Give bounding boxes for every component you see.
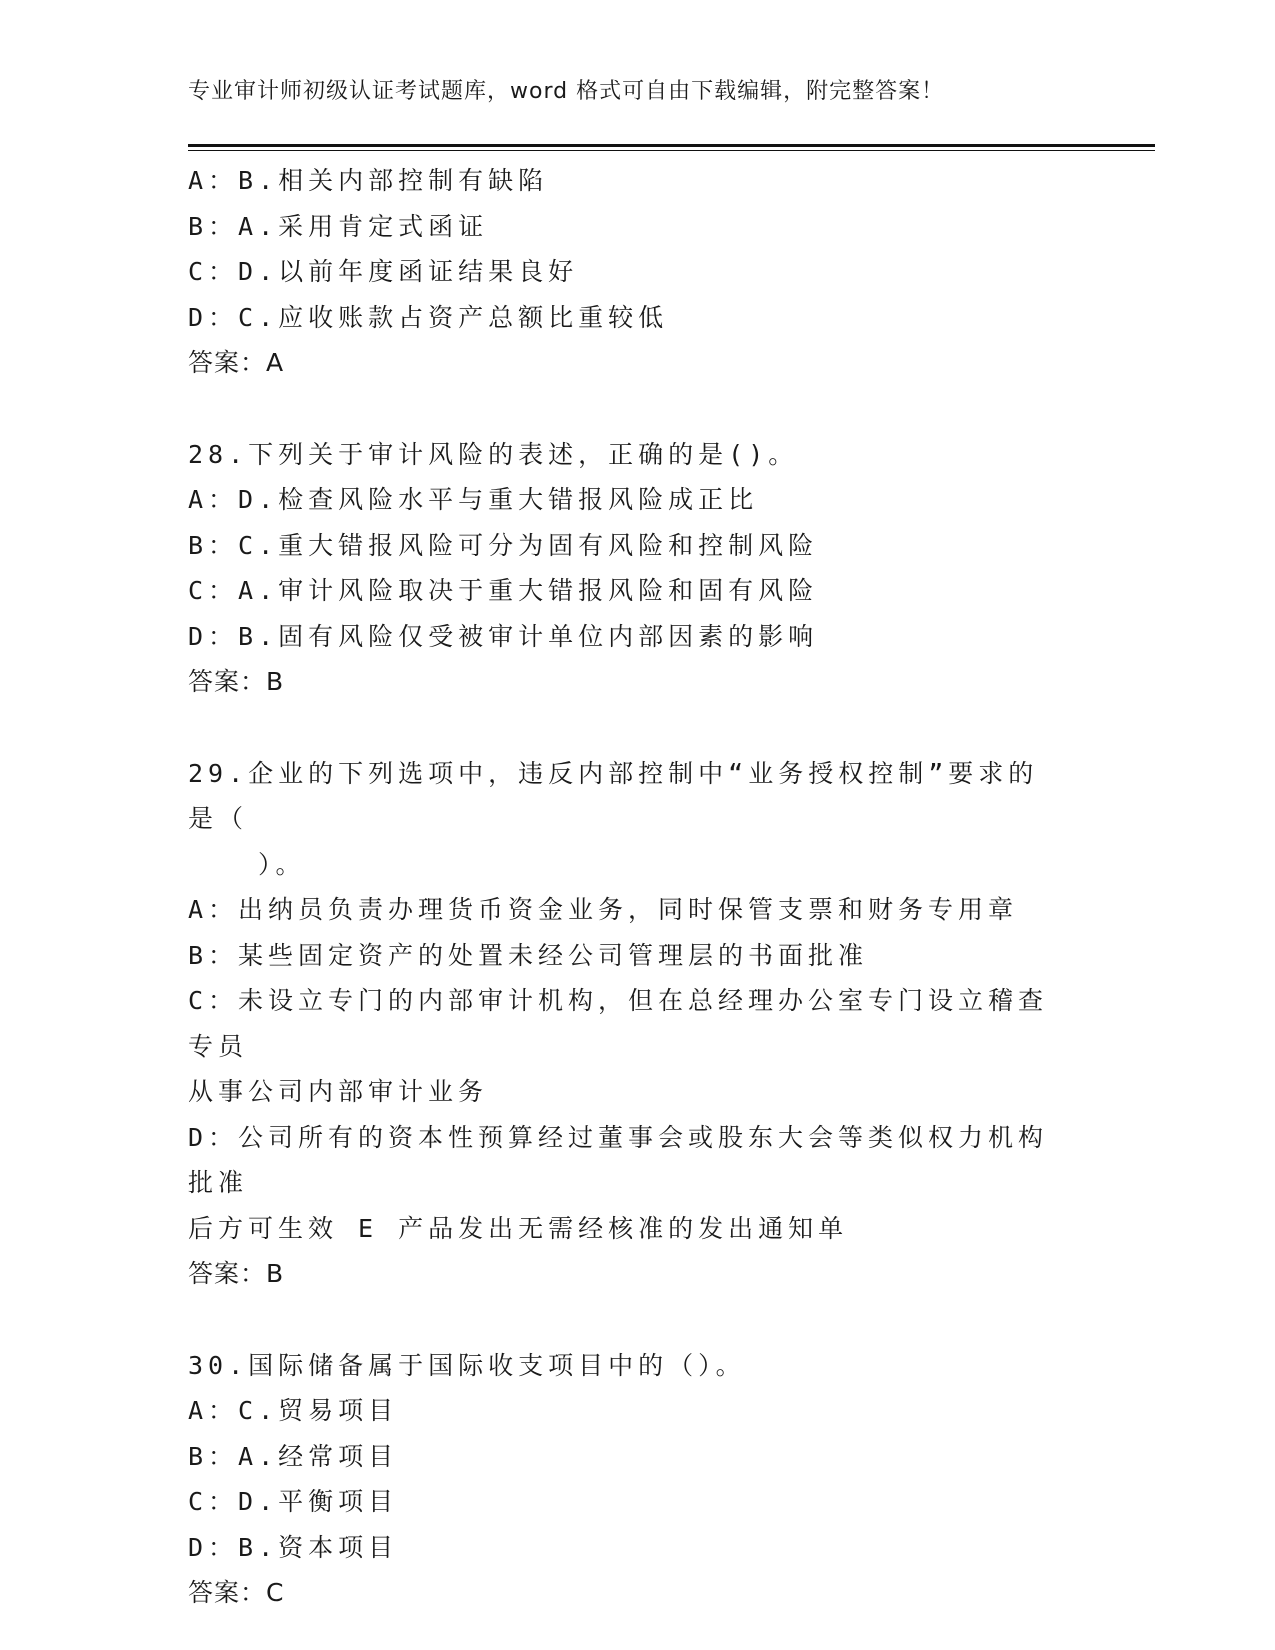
- spacer: [188, 386, 1068, 432]
- question-content: [188, 158, 1068, 1616]
- option-a: A：D.检查风险水平与重大错报风险成正比: [188, 485, 759, 514]
- option-d: D：B.固有风险仅受被审计单位内部因素的影响: [188, 621, 819, 651]
- question-text: 28.下列关于审计风险的表述，正确的是()。: [188, 439, 799, 469]
- option-c: C：未设立专门的内部审计机构，但在总经理办公室专门设立稽查专员: [188, 986, 1049, 1061]
- option-d-continued: 后方可生效 E 产品发出无需经核准的发出通知单: [188, 1213, 849, 1243]
- answer: 答案：A: [188, 348, 285, 377]
- header-rule-thick: [188, 144, 1155, 147]
- option-a: A：B.相关内部控制有缺陷: [188, 166, 549, 195]
- question-27: [188, 158, 1068, 386]
- option-a: A：出纳员负责办理货币资金业务，同时保管支票和财务专用章: [188, 895, 1019, 924]
- option-c-continued: 从事公司内部审计业务: [188, 1077, 489, 1106]
- page-header: 专业审计师初级认证考试题库，word 格式可自由下载编辑，附完整答案！: [188, 79, 945, 104]
- option-a: A：C.贸易项目: [188, 1396, 399, 1425]
- answer: 答案：B: [188, 667, 285, 696]
- question-text: 30.国际储备属于国际收支项目中的（）。: [188, 1350, 746, 1380]
- question-30: [188, 1343, 1068, 1616]
- question-28: [188, 432, 1068, 705]
- option-b: B：C.重大错报风险可分为固有风险和控制风险: [188, 530, 819, 560]
- option-b: B：某些固定资产的处置未经公司管理层的书面批准: [188, 940, 869, 970]
- answer: 答案：C: [188, 1578, 285, 1607]
- question-29: [188, 751, 1068, 1297]
- option-c: C：A.审计风险取决于重大错报风险和固有风险: [188, 576, 819, 605]
- option-c: C：D.以前年度函证结果良好: [188, 257, 579, 286]
- option-d: D：C.应收账款占资产总额比重较低: [188, 302, 669, 332]
- spacer: [188, 1297, 1068, 1343]
- option-d: D：B.资本项目: [188, 1532, 399, 1562]
- option-c: C：D.平衡项目: [188, 1487, 399, 1516]
- option-b: B：A.采用肯定式函证: [188, 211, 489, 241]
- header-rule-thin: [188, 150, 1155, 151]
- option-d: D：公司所有的资本性预算经过董事会或股东大会等类似权力机构批准: [188, 1122, 1049, 1197]
- option-b: B：A.经常项目: [188, 1441, 399, 1471]
- question-text: 29.企业的下列选项中，违反内部控制中“业务授权控制”要求的是（: [188, 758, 1039, 833]
- spacer: [188, 705, 1068, 751]
- answer: 答案：B: [188, 1259, 285, 1288]
- question-text-continued: ）。: [258, 849, 306, 879]
